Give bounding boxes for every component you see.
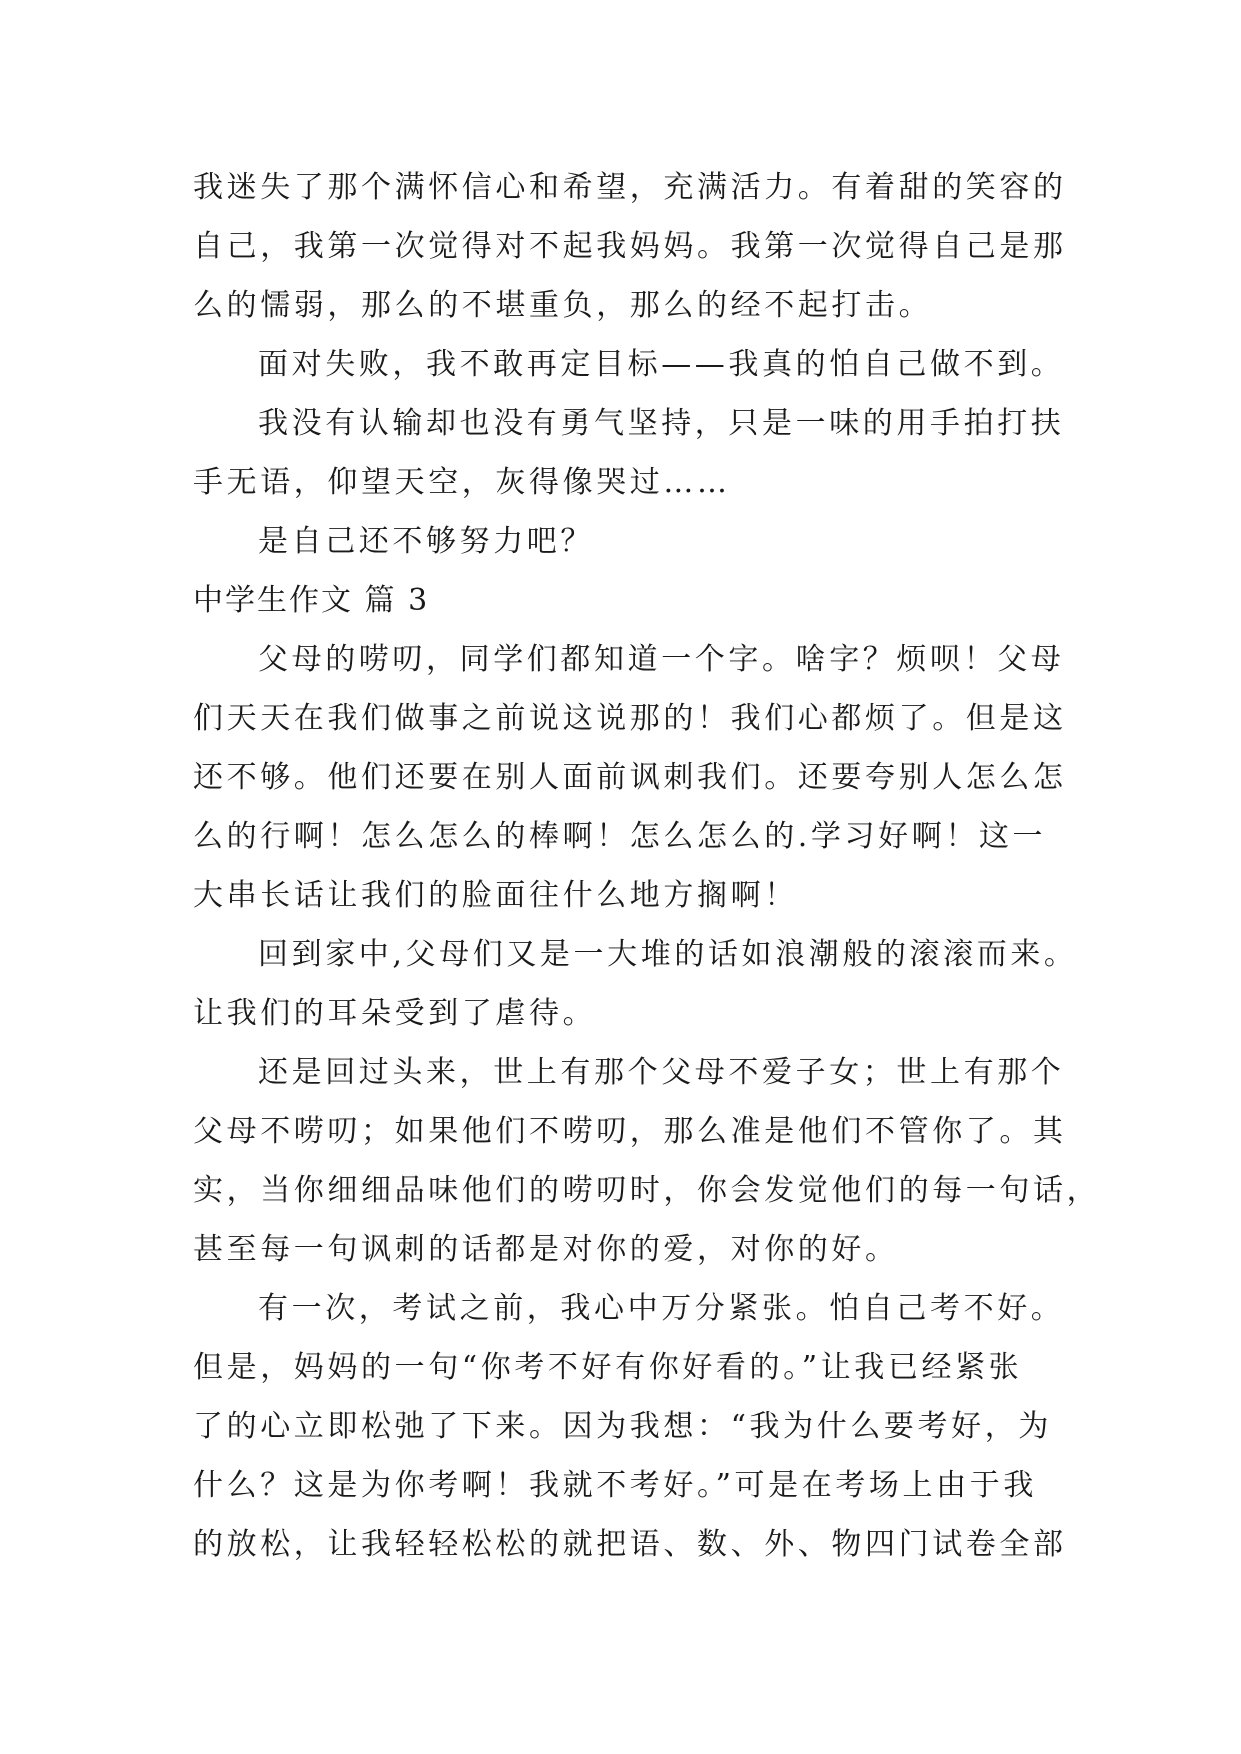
text-line: 我没有认输却也没有勇气坚持，只是一味的用手拍打扶 <box>258 406 1065 441</box>
text-line: 父母不唠叨；如果他们不唠叨，那么准是他们不管你了。其 <box>193 1114 1067 1149</box>
text-line: 是自己还不够努力吧？ <box>258 524 594 559</box>
text-line: 甚至每一句讽刺的话都是对你的爱，对你的好。 <box>193 1232 899 1267</box>
text-line: 手无语，仰望天空，灰得像哭过…… <box>193 465 731 500</box>
text-line: 们天天在我们做事之前说这说那的！我们心都烦了。但是这 <box>193 701 1067 736</box>
text-line: 面对失败，我不敢再定目标——我真的怕自己做不到。 <box>258 347 1065 382</box>
text-line: 但是，妈妈的一句“你考不好有你好看的。”让我已经紧张 <box>193 1350 1023 1385</box>
text-line: 有一次，考试之前，我心中万分紧张。怕自己考不好。 <box>258 1291 1065 1326</box>
text-line: 了的心立即松弛了下来。因为我想：“我为什么要考好，为 <box>193 1409 1052 1444</box>
text-line: 什么？这是为你考啊！我就不考好。”可是在考场上由于我 <box>193 1468 1037 1503</box>
section-heading: 中学生作文 篇 3 <box>193 583 430 618</box>
text-line: 我迷失了那个满怀信心和希望，充满活力。有着甜的笑容的 <box>193 170 1067 205</box>
text-line: 还是回过头来，世上有那个父母不爱子女；世上有那个 <box>258 1055 1065 1090</box>
text-line: 大串长话让我们的脸面往什么地方搁啊！ <box>193 878 798 913</box>
text-line: 自己，我第一次觉得对不起我妈妈。我第一次觉得自己是那 <box>193 229 1067 264</box>
text-line: 么的行啊！怎么怎么的棒啊！怎么怎么的.学习好啊！这一 <box>193 819 1047 854</box>
text-line: 么的懦弱，那么的不堪重负，那么的经不起打击。 <box>193 288 933 323</box>
text-line: 回到家中,父母们又是一大堆的话如浪潮般的滚滚而来。 <box>258 937 1078 972</box>
text-line: 的放松，让我轻轻松松的就把语、数、外、物四门试卷全部 <box>193 1527 1067 1562</box>
text-line: 实，当你细细品味他们的唠叨时，你会发觉他们的每一句话， <box>193 1173 1101 1208</box>
text-line: 父母的唠叨，同学们都知道一个字。啥字？烦呗！父母 <box>258 642 1065 677</box>
text-line: 让我们的耳朵受到了虐待。 <box>193 996 597 1031</box>
text-line: 还不够。他们还要在别人面前讽刺我们。还要夸别人怎么怎 <box>193 760 1067 795</box>
